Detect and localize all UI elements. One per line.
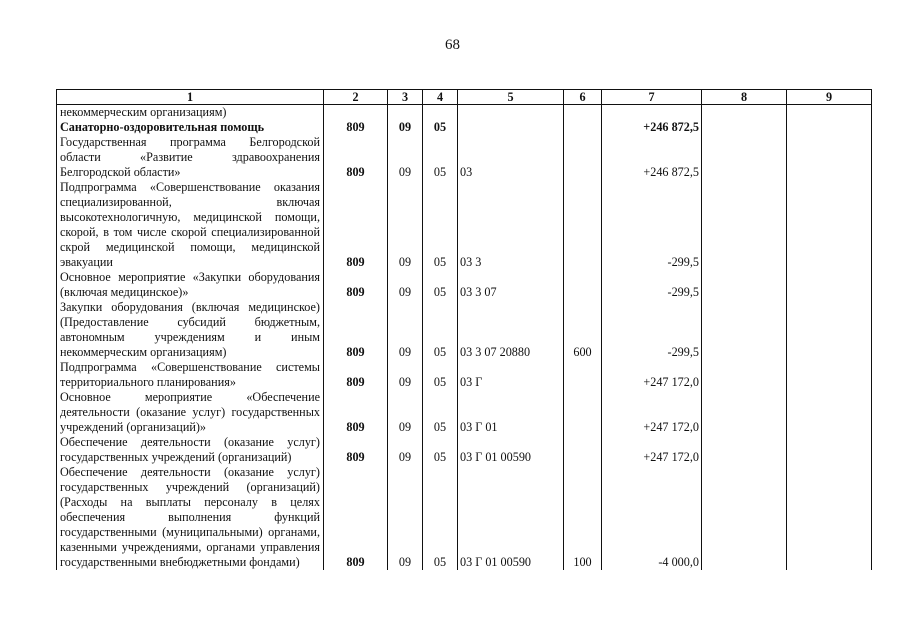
header-cell: 2 [324,90,388,105]
row-col8-cell [702,270,787,300]
table-row [57,435,872,465]
row-target-cell: 03 [458,135,564,180]
row-section-cell: 09 [388,180,423,270]
row-expense-type-cell: 100 [564,465,602,570]
row-expense-type-cell [564,270,602,300]
row-col8-cell [702,135,787,180]
table-row [57,360,872,390]
table-row [57,270,872,300]
row-expense-type-cell [564,390,602,435]
row-amount-cell: +247 172,0 [602,360,702,390]
row-expense-type-cell [564,435,602,465]
row-name-cell: Закупки оборудования (включая медицинское) (Предоставление субсидий бюджетным, автономным учреждениям и иным некоммерческим организациям) [57,300,324,360]
row-expense-type-cell: 600 [564,300,602,360]
row-target-cell [458,120,564,135]
table-row [57,105,872,121]
row-section-cell: 09 [388,465,423,570]
row-code-cell: 809 [324,360,388,390]
budget-table [56,89,872,570]
header-cell: 5 [458,90,564,105]
row-code-cell: 809 [324,435,388,465]
row-amount-cell: -4 000,0 [602,465,702,570]
row-target-cell [458,105,564,121]
row-col8-cell [702,360,787,390]
row-code-cell: 809 [324,120,388,135]
row-amount-cell: +246 872,5 [602,120,702,135]
header-cell: 1 [57,90,324,105]
table-row [57,465,872,570]
table-row [57,135,872,180]
row-name-cell: Обеспечение деятельности (оказание услуг) государственных учреждений (организаций) (Расходы на выплаты персоналу в целях обеспечения выполнения функций государственными (муниципальными) органами, казенными учреждениями, органами управления государственными внебюджетными фондами) [57,465,324,570]
row-code-cell: 809 [324,465,388,570]
row-section-cell: 09 [388,390,423,435]
row-target-cell: 03 Г 01 00590 [458,465,564,570]
row-col9-cell [787,465,872,570]
row-amount-cell [602,105,702,121]
row-section-cell: 09 [388,270,423,300]
row-col9-cell [787,105,872,121]
row-col8-cell [702,390,787,435]
page-number: 68 [445,37,460,53]
row-subsection-cell: 05 [423,180,458,270]
row-section-cell [388,105,423,121]
row-code-cell [324,105,388,121]
row-col8-cell [702,465,787,570]
row-col8-cell [702,180,787,270]
row-expense-type-cell [564,180,602,270]
row-target-cell: 03 3 [458,180,564,270]
row-amount-cell: +246 872,5 [602,135,702,180]
row-name-cell: Подпрограмма «Совершенствование оказания специализированной, включая высокотехнологичную, медицинской помощи, скорой, в том числе скорой специализированной скрой медицинской помощи, медицинской эвакуации [57,180,324,270]
row-col9-cell [787,390,872,435]
row-subsection-cell: 05 [423,120,458,135]
row-expense-type-cell [564,135,602,180]
row-col8-cell [702,435,787,465]
header-cell: 9 [787,90,872,105]
row-subsection-cell: 05 [423,135,458,180]
table-row [57,300,872,360]
row-target-cell: 03 Г 01 00590 [458,435,564,465]
row-target-cell: 03 3 07 20880 [458,300,564,360]
row-subsection-cell: 05 [423,435,458,465]
row-section-cell: 09 [388,300,423,360]
row-code-cell: 809 [324,180,388,270]
row-amount-cell: -299,5 [602,300,702,360]
row-name-cell: Подпрограмма «Совершенствование системы территориального планирования» [57,360,324,390]
row-col9-cell [787,435,872,465]
table-row [57,180,872,270]
row-amount-cell: +247 172,0 [602,390,702,435]
table-header-row [57,90,872,105]
row-subsection-cell [423,105,458,121]
row-name-cell: Государственная программа Белгородской области «Развитие здравоохранения Белгородской области» [57,135,324,180]
row-amount-cell: +247 172,0 [602,435,702,465]
header-cell: 7 [602,90,702,105]
row-name-cell: Обеспечение деятельности (оказание услуг) государственных учреждений (организаций) [57,435,324,465]
row-code-cell: 809 [324,135,388,180]
row-target-cell: 03 Г 01 [458,390,564,435]
row-name-cell: Санаторно-оздоровительная помощь [57,120,324,135]
row-col9-cell [787,120,872,135]
row-section-cell: 09 [388,120,423,135]
row-code-cell: 809 [324,390,388,435]
row-name-cell: Основное мероприятие «Закупки оборудования (включая медицинское)» [57,270,324,300]
row-target-cell: 03 Г [458,360,564,390]
row-name-cell: Основное мероприятие «Обеспечение деятельности (оказание услуг) государственных учреждений (организаций)» [57,390,324,435]
row-col8-cell [702,120,787,135]
row-col8-cell [702,300,787,360]
row-code-cell: 809 [324,300,388,360]
header-cell: 6 [564,90,602,105]
row-col9-cell [787,180,872,270]
row-expense-type-cell [564,360,602,390]
row-subsection-cell: 05 [423,360,458,390]
row-col9-cell [787,300,872,360]
header-cell: 8 [702,90,787,105]
header-cell: 3 [388,90,423,105]
row-col8-cell [702,105,787,121]
row-expense-type-cell [564,120,602,135]
row-amount-cell: -299,5 [602,180,702,270]
row-col9-cell [787,270,872,300]
row-subsection-cell: 05 [423,300,458,360]
row-section-cell: 09 [388,135,423,180]
row-name-cell: некоммерческим организациям) [57,105,324,121]
row-expense-type-cell [564,105,602,121]
row-section-cell: 09 [388,435,423,465]
table-row [57,120,872,135]
table-row [57,390,872,435]
row-target-cell: 03 3 07 [458,270,564,300]
row-amount-cell: -299,5 [602,270,702,300]
row-section-cell: 09 [388,360,423,390]
row-subsection-cell: 05 [423,465,458,570]
row-subsection-cell: 05 [423,270,458,300]
row-col9-cell [787,135,872,180]
header-cell: 4 [423,90,458,105]
row-subsection-cell: 05 [423,390,458,435]
row-col9-cell [787,360,872,390]
row-code-cell: 809 [324,270,388,300]
